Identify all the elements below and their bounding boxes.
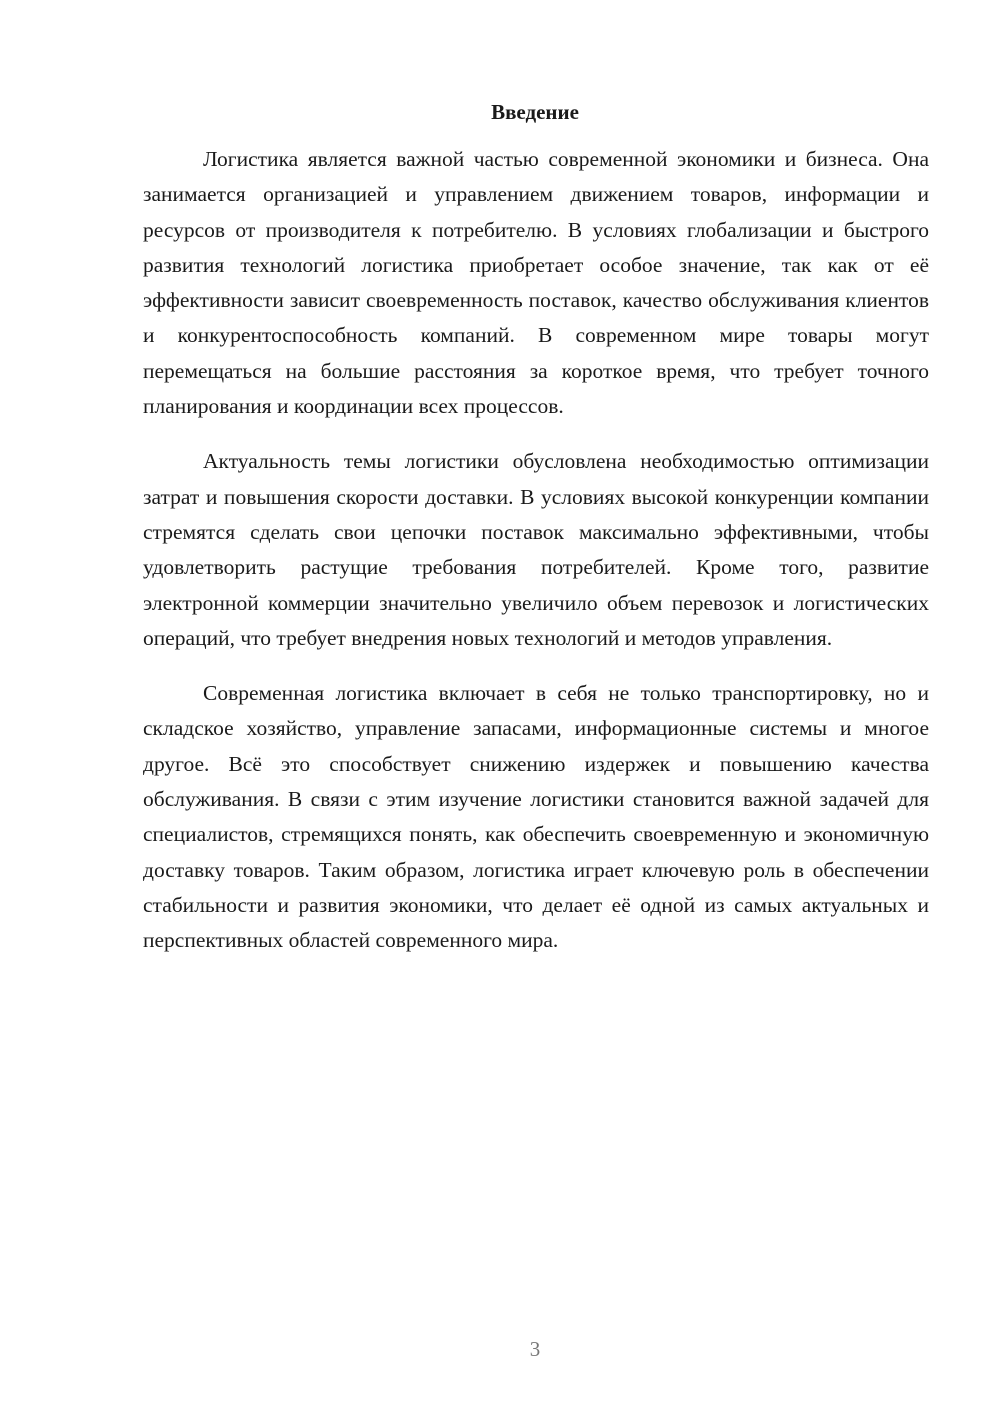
paragraph-3: Современная логистика включает в себя не только транспортировку, но и складское хозяйство, управление запасами, информационные системы и многое другое. Всё это способствует снижению издержек и повышению качества обслуживания. В связи с этим изучение логистики становится важной задачей для специалистов, стремящихся понять, как обеспечить своевременную и экономичную доставку товаров. Таким образом, логистика играет ключевую роль в обеспечении стабильности и развития экономики, что делает её одной из самых актуальных и перспективных областей современного мира. <box>143 681 929 953</box>
paragraph-2: Актуальность темы логистики обусловлена необходимостью оптимизации затрат и повышения скорости доставки. В условиях высокой конкуренции компании стремятся сделать свои цепочки поставок максимально эффективными, чтобы удовлетворить растущие требования потребителей. Кроме того, развитие электронной коммерции значительно увеличило объем перевозок и логистических операций, что требует внедрения новых технологий и методов управления. <box>143 449 929 650</box>
document-body <box>143 142 929 979</box>
section-title: Введение <box>491 100 579 124</box>
page-number: 3 <box>529 1337 541 1361</box>
paragraph-1: Логистика является важной частью современной экономики и бизнеса. Она занимается организацией и управлением движением товаров, информации и ресурсов от производителя к потребителю. В условиях глобализации и быстрого развития технологий логистика приобретает особое значение, так как от её эффективности зависит своевременность поставок, качество обслуживания клиентов и конкурентоспособность компаний. В современном мире товары могут перемещаться на большие расстояния за короткое время, что требует точного планирования и координации всех процессов. <box>143 147 929 419</box>
